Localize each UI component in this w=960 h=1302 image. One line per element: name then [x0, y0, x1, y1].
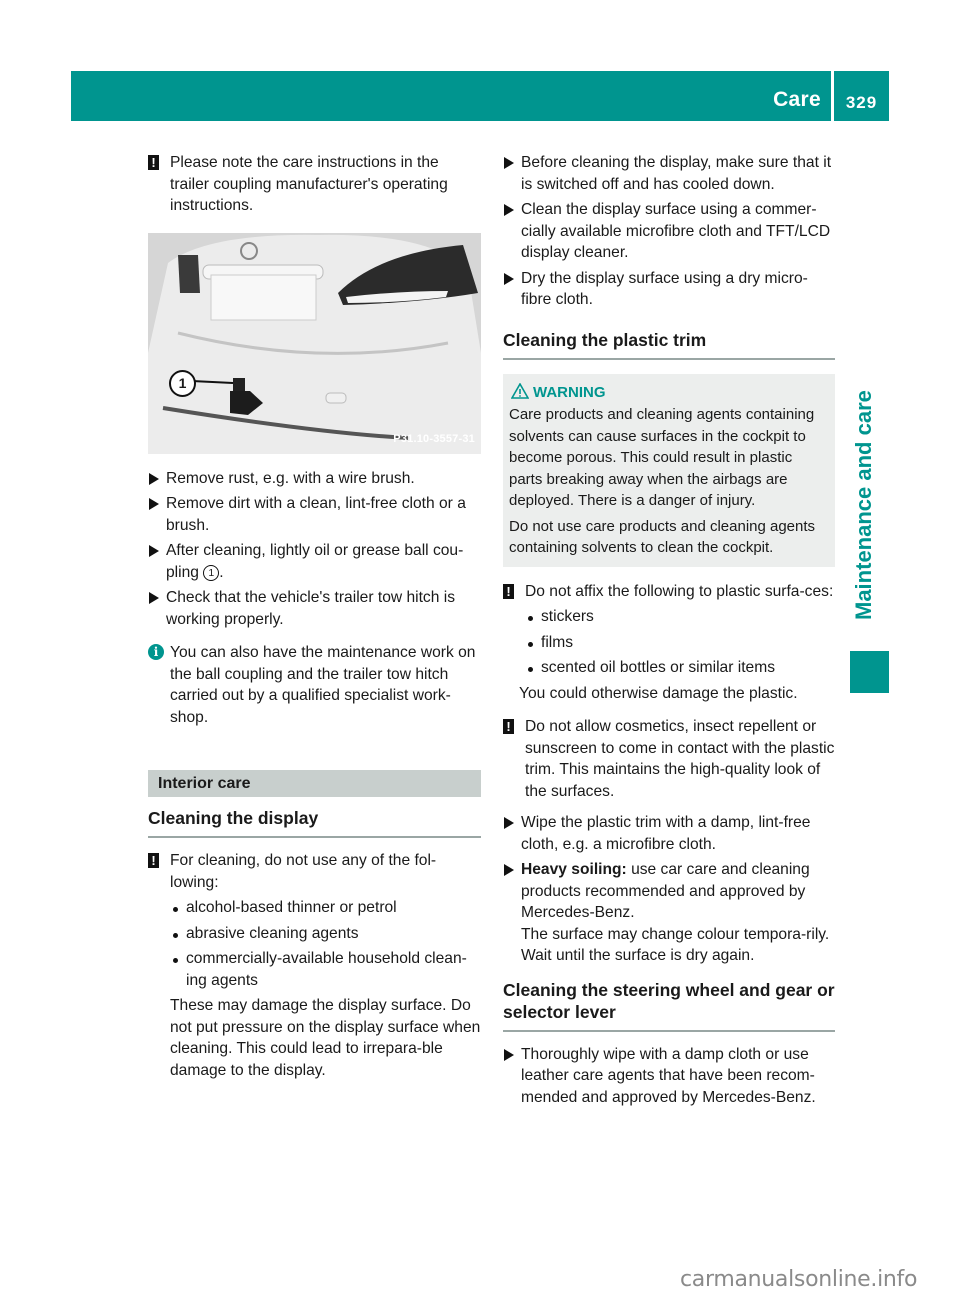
note-text: Do not affix the following to plastic surfa-ces:: [525, 582, 834, 600]
bullet-item: commercially-available household clean-ing agents: [170, 948, 481, 991]
exclamation-icon: !: [503, 719, 514, 734]
header-section-bar: [71, 71, 831, 121]
step-item: [503, 859, 835, 967]
step-arrow-icon: [504, 204, 514, 216]
step-text: [521, 859, 835, 924]
exclamation-icon: !: [148, 853, 159, 868]
heading-steering-wheel: Cleaning the steering wheel and gear or selector lever: [503, 979, 835, 1032]
step-arrow-icon: [504, 864, 514, 876]
section-band: Interior care: [148, 770, 481, 797]
step-item: [503, 1044, 835, 1109]
warning-box: [503, 374, 835, 567]
caution-note-trailer: [148, 152, 481, 217]
bullet-item: alcohol-based thinner or petrol: [170, 897, 481, 919]
figure-code: P31.10-3557-31: [393, 433, 475, 445]
warning-text: Do not use care products and cleaning agents containing solvents to clean the cockpit.: [509, 517, 816, 556]
callout-ref-1: 1: [203, 565, 219, 581]
step-arrow-icon: [149, 545, 159, 557]
info-icon: i: [148, 644, 164, 660]
section-title: Care: [773, 88, 821, 111]
right-column: [503, 152, 835, 1112]
step-item: [503, 812, 835, 855]
step-arrow-icon: [504, 1049, 514, 1061]
bullet-item: films: [525, 632, 835, 654]
note-bullet-list: [503, 606, 835, 679]
warning-header: [509, 382, 829, 404]
heading-cleaning-display: Cleaning the display: [148, 807, 481, 838]
warning-text: Care products and cleaning agents containing solvents can cause surfaces in the cockpit to become porous. This could result in plastic parts breaking away when the airbags are deployed. There is a danger of injury.: [509, 406, 815, 509]
note-bullet-list: [148, 897, 481, 991]
side-tab-marker: [850, 651, 889, 693]
step-text: Check that the vehicle's trailer tow hitch is working properly.: [166, 589, 455, 628]
step-item: [148, 540, 481, 583]
step-arrow-icon: [149, 473, 159, 485]
step-arrow-icon: [504, 273, 514, 285]
note-text: Please note the care instructions in the trailer coupling manufacturer's operating instructions.: [170, 154, 448, 214]
warning-triangle-icon: [511, 383, 529, 399]
step-bold-label: Heavy soiling:: [521, 861, 627, 878]
step-arrow-icon: [149, 592, 159, 604]
page-number: 329: [845, 93, 878, 112]
heading-plastic-trim: Cleaning the plastic trim: [503, 329, 835, 360]
step-extra-text: The surface may change colour tempora-rily. Wait until the surface is dry again.: [521, 925, 830, 964]
exclamation-icon: !: [148, 155, 159, 170]
car-rear-illustration: [148, 233, 481, 454]
step-item: [148, 587, 481, 630]
note-outro: You could otherwise damage the plastic.: [519, 684, 798, 702]
step-item: [503, 199, 835, 264]
step-text: Thoroughly wipe with a damp cloth or use leather care agents that have been recom-mended and approved by Mercedes-Benz.: [521, 1045, 816, 1106]
bullet-item: stickers: [525, 606, 835, 628]
step-item: [148, 468, 481, 490]
step-arrow-icon: [504, 817, 514, 829]
exclamation-icon: !: [503, 584, 514, 599]
watermark-link[interactable]: carmanualsonline.info: [680, 1267, 918, 1292]
step-text: Dry the display surface using a dry micro-fibre cloth.: [521, 269, 808, 308]
step-arrow-icon: [149, 498, 159, 510]
step-text: Clean the display surface using a commer-cially available microfibre cloth and TFT/LCD display cleaner.: [521, 201, 831, 261]
bullet-item: abrasive cleaning agents: [170, 923, 481, 945]
caution-note-display: [148, 850, 481, 893]
step-text: Wipe the plastic trim with a damp, lint-free cloth, e.g. a microfibre cloth.: [521, 814, 811, 853]
warning-title: WARNING: [533, 383, 606, 401]
step-text-part: use car care and cleaning products recommended and approved by Mercedes-Benz.: [521, 861, 810, 921]
note-outro: These may damage the display surface. Do not put pressure on the display surface when cleaning. This could lead to irrepara-ble damage to the display.: [170, 997, 481, 1079]
page-number-box: [834, 71, 889, 121]
step-item: [503, 268, 835, 311]
info-note: [148, 642, 481, 728]
step-text: Before cleaning the display, make sure that it is switched off and has cooled down.: [521, 154, 832, 193]
step-text: Remove rust, e.g. with a wire brush.: [166, 469, 415, 487]
callout-1: 1: [169, 370, 196, 397]
step-text: [166, 540, 481, 583]
step-item: [148, 493, 481, 536]
caution-note-affix: [503, 581, 835, 603]
step-text-part: After cleaning, lightly oil or grease ball cou-pling: [166, 542, 464, 581]
vehicle-rear-figure: [148, 233, 481, 454]
note-text: For cleaning, do not use any of the fol-lowing:: [170, 852, 437, 891]
side-tab-label: Maintenance and care: [851, 390, 876, 620]
note-text: Do not allow cosmetics, insect repellent or sunscreen to come in contact with the plastic trim. This maintains the high-quality look of the surfaces.: [525, 718, 835, 800]
caution-note-cosmetics: [503, 716, 835, 802]
left-column: [148, 152, 481, 1081]
info-text: You can also have the maintenance work on the ball coupling and the trailer tow hitch carried out by a qualified specialist work-shop.: [170, 644, 476, 726]
step-arrow-icon: [504, 157, 514, 169]
bullet-item: scented oil bottles or similar items: [525, 657, 835, 679]
step-text-part: .: [219, 563, 224, 581]
step-item: [503, 152, 835, 195]
step-text: Remove dirt with a clean, lint-free cloth or a brush.: [166, 495, 466, 534]
